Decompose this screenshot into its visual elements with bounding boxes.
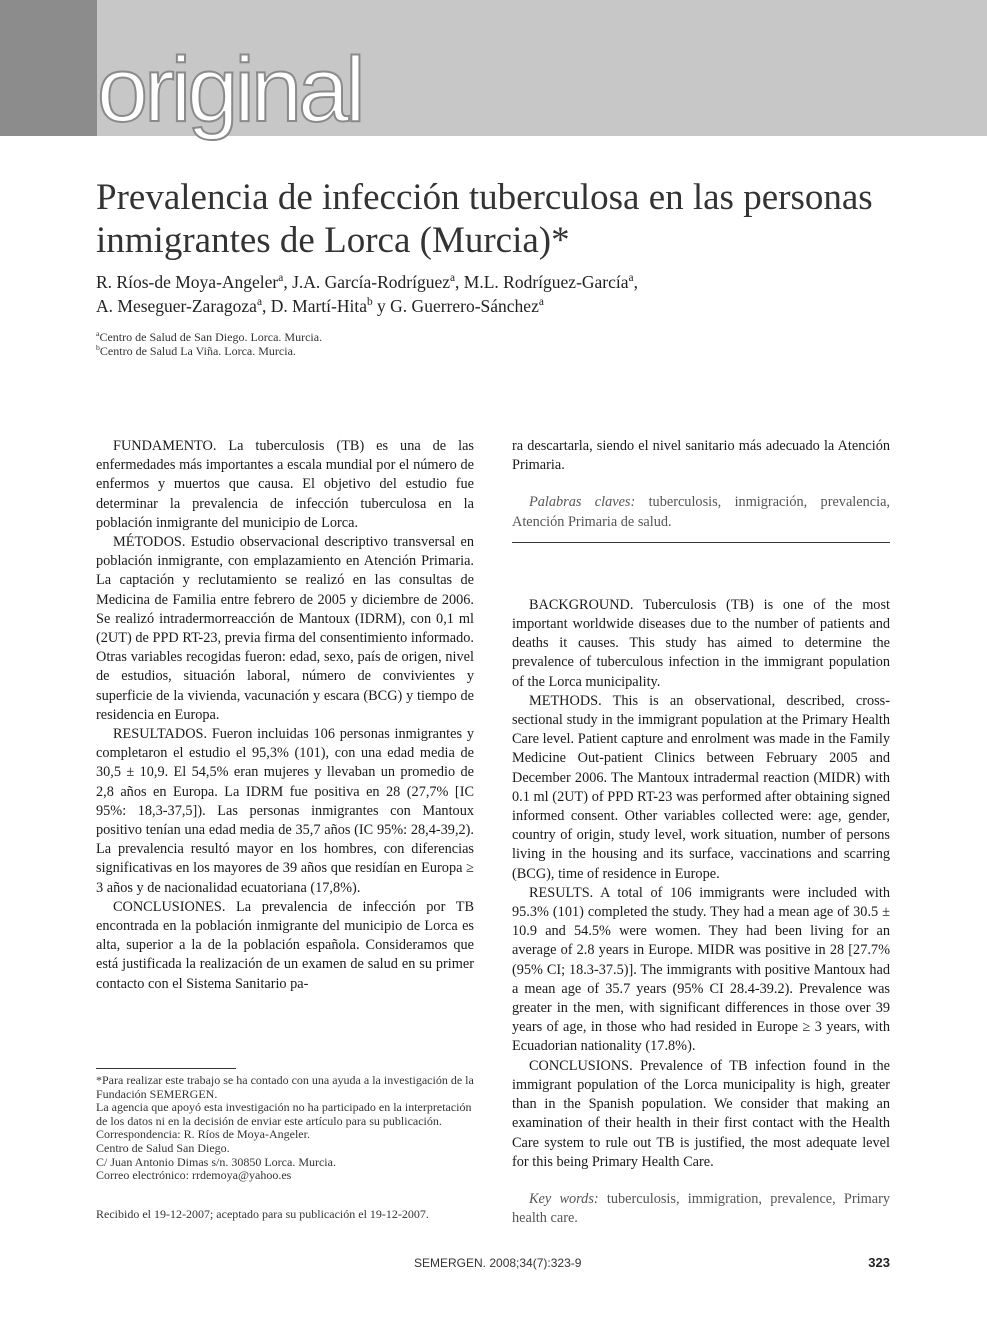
author-affiliation-mark: a [256, 296, 262, 309]
author-name: M.L. Rodríguez-García [463, 272, 629, 292]
author-list [96, 270, 916, 318]
footnote-divider [96, 1068, 236, 1069]
abstract-conclusiones: CONCLUSIONES. La prevalencia de infección por TB encontrada en la población inmigrante del municipio de Lorca es alta, superior a la de la población española. Consideramos que está justificada la realización de un examen de salud en su primer contacto con el Sistema Sanitario pa- [96, 898, 474, 992]
article-title: Prevalencia de infección tuberculosa en las personas inmigrantes de Lorca (Murcia)* [96, 177, 873, 261]
author-affiliation-mark: a [278, 272, 284, 285]
author-name: G. Guerrero-Sánchez [390, 296, 539, 316]
section-label: original [97, 39, 362, 141]
author-name: A. Meseguer-Zaragoza [96, 296, 257, 316]
abstract-results: RESULTS. A total of 106 immigrants were included with 95.3% (101) completed the study. They had a mean age of 30.5 ± 10.9 and 54.5% were women. They had been living for an average of 2.8 years in Europe. MIDR was positive in 28 [27.7% (95% CI; 18.3-37.5)]. The immigrants with positive Mantoux had a mean age of 35.7 years (95% CI 28.4-39.2). Prevalence was greater in the men, with significant differences in those over 39 years of age, in those who had resided in Europe ≥ 3 years, with Ecuadorian nationality (17.8%). [512, 884, 890, 1055]
footnote-funding: *Para realizar este trabajo se ha contado con una ayuda a la investigación de la Fundación SEMERGEN. [96, 1073, 474, 1101]
affiliation-text: Centro de Salud de San Diego. Lorca. Murcia. [99, 330, 323, 344]
abstract-methods: METHODS. This is an observational, described, cross-sectional study in the immigrant population at the Primary Health Care level. Patient capture and enrolment was made in the Family Medicine Out-patient Clinics between February 2005 and December 2006. The Mantoux intradermal reaction (MIDR) with 0.1 ml (2UT) of PPD RT-23 was performed after obtaining signed informed consent. Other variables collected were: age, gender, country of origin, study level, work situation, number of persons living in the housing and its surface, vaccinations and scarring (BCG), time of residence in Europe. [512, 692, 890, 882]
affiliation-mark: a [96, 329, 100, 338]
abstract-spanish-column [96, 437, 474, 994]
affiliation-text: Centro de Salud La Viña. Lorca. Murcia. [99, 344, 296, 358]
keywords-text: tuberculosis, inmigración, prevalencia, Atención Primaria de salud. [512, 494, 891, 530]
abstract-resultados: RESULTADOS. Fueron incluidas 106 personas inmigrantes y completaron el estudio el 95,3% (101), con una edad media de 30,5 ± 10,9. El 54,5% eran mujeres y llevaban un promedio de 2,8 años en Europa. La IDRM fue positiva en 28 (27,7% [IC 95%: 18,3-37,5]). Las personas inmigrantes con Mantoux positivo tenían una edad media de 35,7 años (IC 95%: 28,4-39,2). La prevalencia resultó mayor en los hombres, con diferencias significativas en los mayores de 39 años que residían en Europa ≥ 3 años y de nacionalidad ecuatoriana (17,8%). [96, 726, 474, 896]
author-separator: , [455, 272, 464, 292]
keywords-label: Key words: [529, 1190, 599, 1207]
abstract-conclusiones-continued: ra descartarla, siendo el nivel sanitario más adecuado la Atención Primaria. [512, 438, 890, 474]
author-separator: , [633, 272, 638, 292]
author-affiliation-mark: a [450, 272, 456, 285]
footnote-disclaimer: La agencia que apoyó esta investigación no ha participado en la interpretación de los datos ni en la decisión de enviar este artículo para su publicación. [96, 1100, 472, 1128]
abstract-metodos: MÉTODOS. Estudio observacional descriptivo transversal en población inmigrante, con emplazamiento en Atención Primaria. La captación y reclutamiento se realizó en las consultas de Medicina de Familia entre febrero de 2005 y diciembre de 2006. Se realizó intradermorreacción de Mantoux (IDRM), con 0,1 ml (2UT) de PPD RT-23, previa firma del consentimiento informado. Otras variables recogidas fueron: edad, sexo, país de origen, nivel de estudios, situación laboral, número de convivientes y superficie de la vivienda, vacunación y escara (BCG) y tiempo de residencia en Europa. [96, 534, 474, 723]
footnote-address-street: C/ Juan Antonio Dimas s/n. 30850 Lorca. Murcia. [96, 1154, 336, 1169]
author-name: J.A. García-Rodríguez [292, 272, 450, 292]
author-affiliation-mark: a [628, 272, 634, 285]
affiliations [96, 330, 596, 358]
abstract-divider [512, 542, 890, 543]
affiliation-item [96, 344, 596, 358]
received-date: Recibido el 19-12-2007; aceptado para su publicación el 19-12-2007. [96, 1207, 429, 1221]
abstract-fundamento: FUNDAMENTO. La tuberculosis (TB) es una de las enfermedades más importantes a escala mundial por el número de enfermos y muertos que causa. El objetivo del estudio fue determinar la prevalencia de infección tuberculosa en la población inmigrante del municipio de Lorca. [96, 438, 474, 531]
keywords-english [512, 1190, 890, 1228]
author-separator: , [262, 296, 271, 316]
abstract-right-column [512, 437, 890, 1228]
header-band-dark [0, 0, 97, 136]
abstract-background: BACKGROUND. Tuberculosis (TB) is one of the most important worldwide diseases due to the number of patients and deaths it causes. This study has aimed to determine the prevalence of tuberculous infection in the immigrant population of the Lorca municipality. [512, 596, 890, 690]
footnote-correspondence: Correspondencia: R. Ríos de Moya-Angeler. [96, 1127, 310, 1142]
author-separator: , [283, 272, 293, 292]
journal-reference: SEMERGEN. 2008;34(7):323-9 [414, 1256, 582, 1270]
author-name: R. Ríos-de Moya-Angeler [96, 272, 279, 292]
keywords-spanish [512, 493, 890, 531]
author-affiliation-mark: a [538, 296, 544, 309]
abstract-conclusions: CONCLUSIONS. Prevalence of TB infection found in the immigrant population of the Lorca municipality is high, greater than in the Spanish population. We consider that making an examination of their health in their first contact with the Health Care system to rule out TB is justified, the most adequate level for this being Primary Health Care. [512, 1057, 890, 1170]
author-separator: y [372, 296, 391, 316]
keywords-text: tuberculosis, immigration, prevalence, Primary health care. [512, 1190, 890, 1227]
affiliation-item [96, 330, 596, 344]
footnote-address-center: Centro de Salud San Diego. [96, 1140, 230, 1155]
footnote-email: Correo electrónico: rrdemoya@yahoo.es [96, 1168, 292, 1183]
affiliation-mark: b [96, 343, 100, 352]
author-affiliation-mark: b [366, 296, 373, 309]
footnotes [96, 1074, 476, 1183]
page-number: 323 [868, 1255, 890, 1270]
keywords-label: Palabras claves: [529, 494, 636, 511]
author-name: D. Martí-Hita [270, 296, 367, 316]
